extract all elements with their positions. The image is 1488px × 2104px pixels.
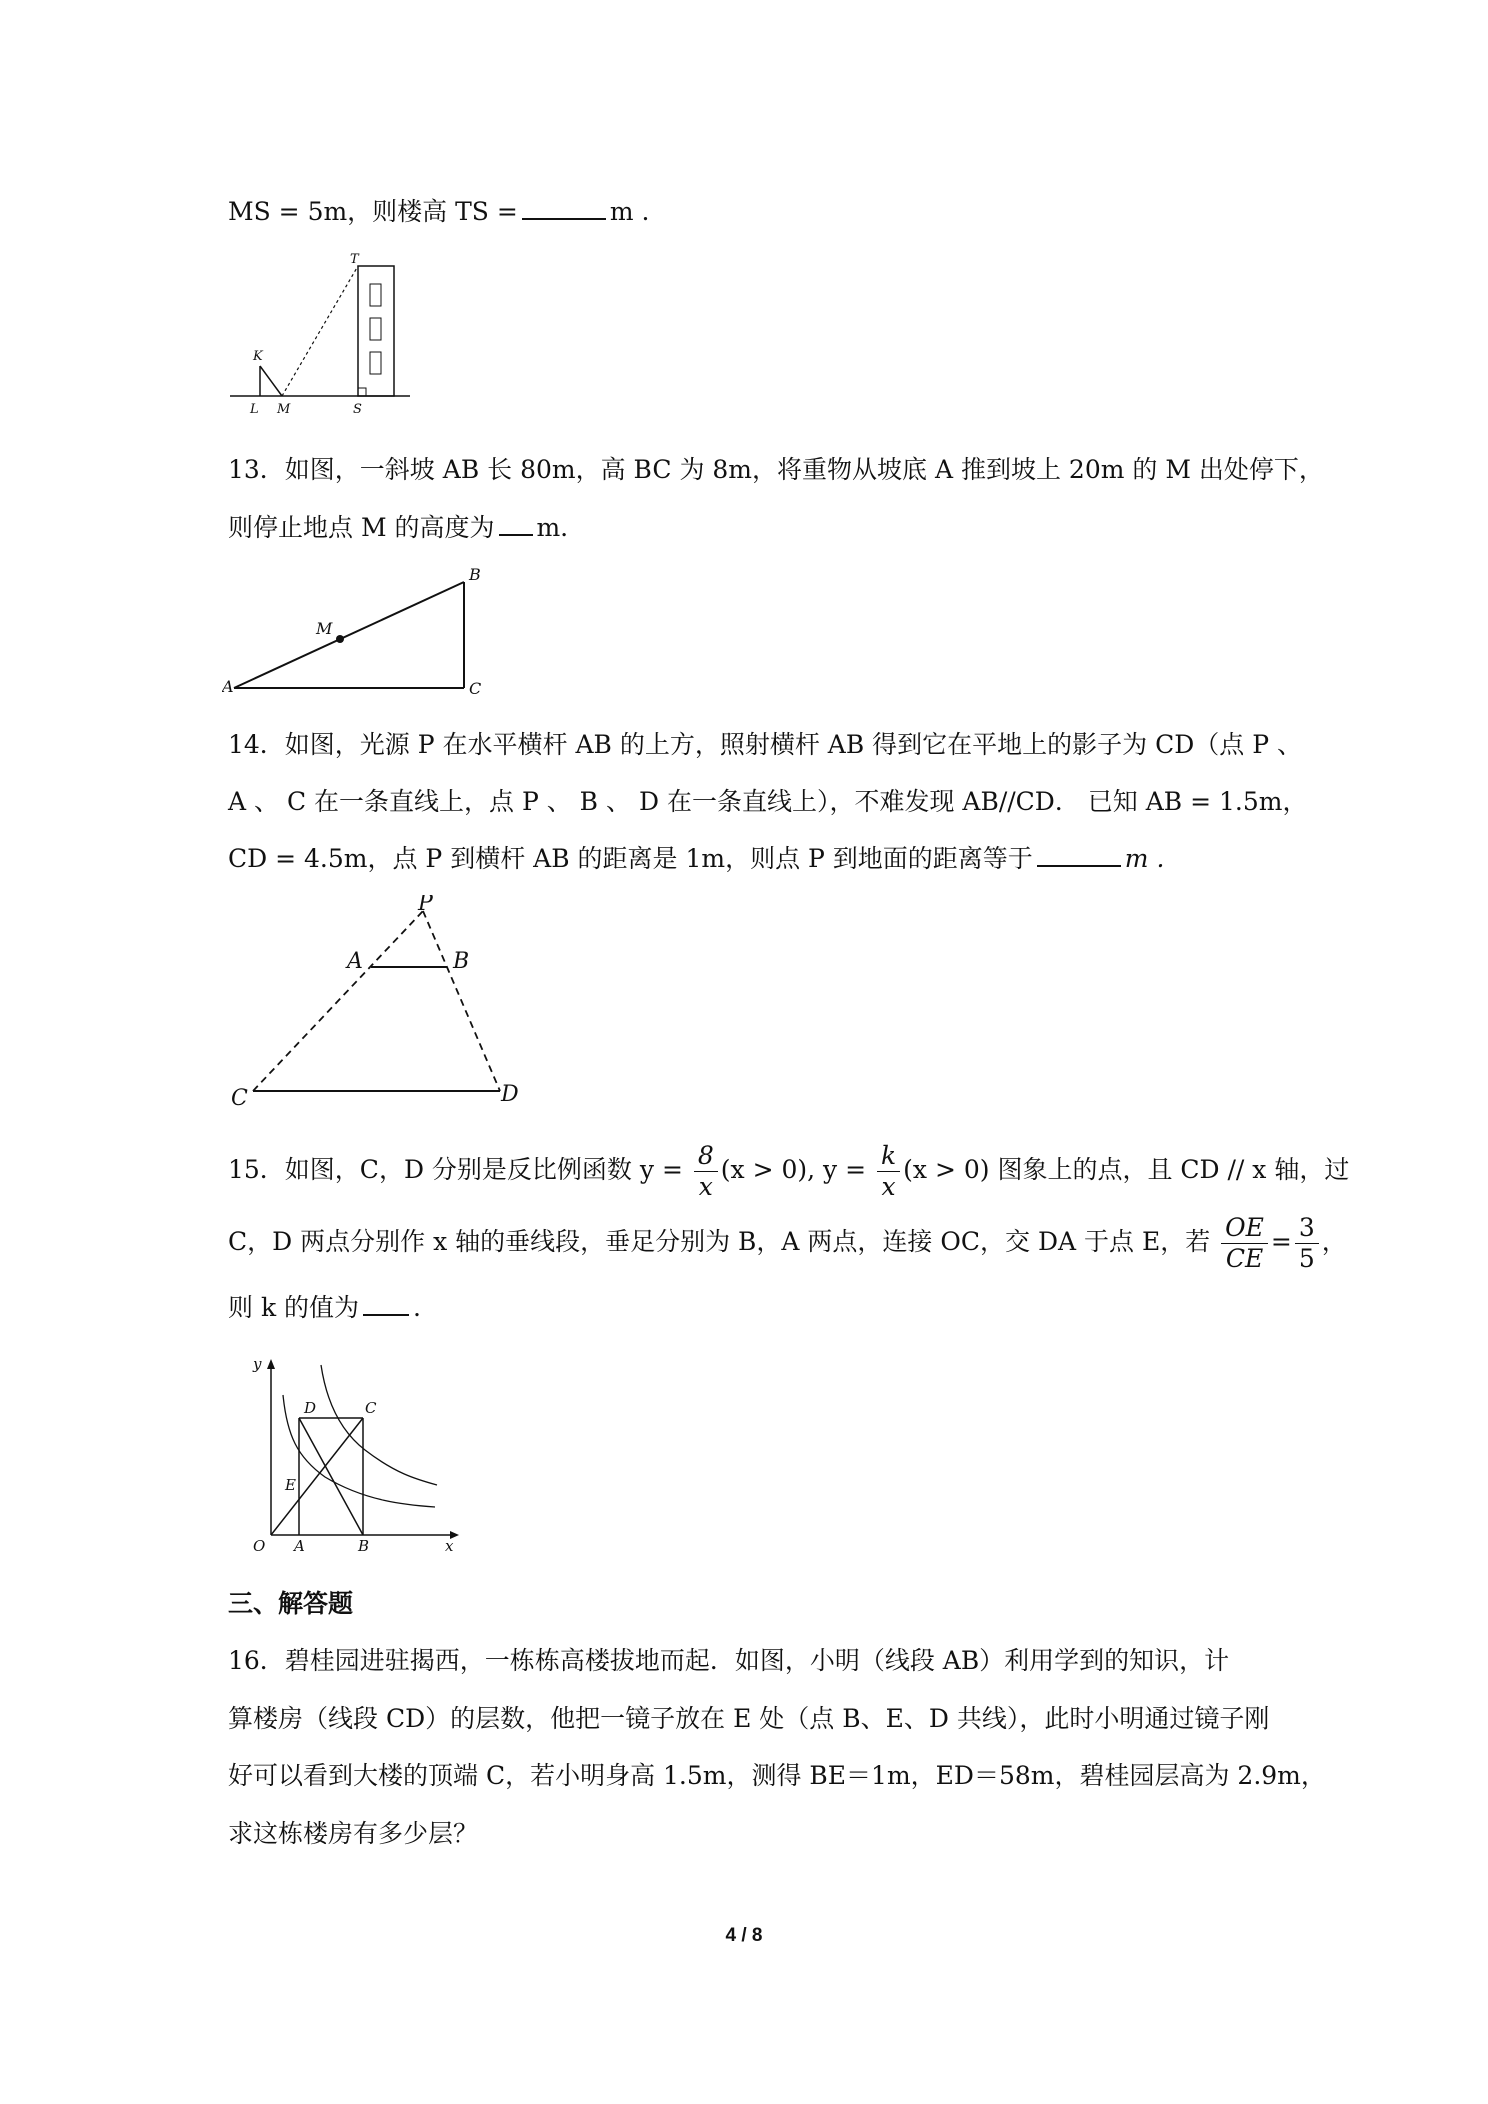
label-B: B <box>358 1537 370 1555</box>
label-B: B <box>469 565 481 584</box>
fraction-3-over-5 <box>1295 1213 1319 1274</box>
q15-text: C，D 两点分别作 x 轴的垂线段，垂足分别为 B，A 两点，连接 OC，交 DA 于点 E，若 <box>228 1227 1211 1256</box>
label-C: C <box>365 1399 377 1417</box>
q15-line1 <box>228 1140 1349 1202</box>
q12-line <box>228 194 649 230</box>
label-E: E <box>285 1476 296 1494</box>
q12-unit: m . <box>609 197 650 226</box>
figure-12 <box>220 250 420 430</box>
label-S: S <box>353 402 362 417</box>
label-M: M <box>316 619 333 638</box>
q15-period: . <box>413 1293 421 1322</box>
q15-cond: (x > 0), y = <box>720 1155 867 1184</box>
answer-blank <box>363 1292 409 1316</box>
label-O: O <box>253 1537 266 1555</box>
label-P: P <box>418 895 433 916</box>
label-K: K <box>253 349 263 364</box>
label-B: B <box>453 949 470 974</box>
q16-line2: 算楼房（线段 CD）的层数，他把一镜子放在 E 处（点 B、E、D 共线），此时小明通过镜子刚 <box>228 1704 1270 1733</box>
q15-line2 <box>228 1212 1347 1274</box>
label-y: y <box>253 1355 262 1373</box>
answer-blank <box>1037 843 1121 867</box>
figure-15 <box>225 1355 475 1565</box>
q14-line2: A 、 C 在一条直线上，点 P 、 B 、 D 在一条直线上），不难发现 AB//CD． 已知 AB = 1.5m， <box>228 787 1308 816</box>
label-A: A <box>294 1537 305 1555</box>
frac-den: 5 <box>1298 1244 1315 1273</box>
q16-line1: 16．碧桂园进驻揭西，一栋栋高楼拔地而起．如图，小明（线段 AB）利用学到的知识，计 <box>228 1646 1230 1675</box>
section-title: 三、解答题 <box>228 1589 354 1618</box>
q16-line3: 好可以看到大楼的顶端 C，若小明身高 1.5m，测得 BE＝1m，ED＝58m，碧桂园层高为 2.9m， <box>228 1761 1326 1790</box>
q13-line1: 13．如图，一斜坡 AB 长 80m，高 BC 为 8m，将重物从坡底 A 推到坡上 20m 的 M 出处停下， <box>228 455 1324 484</box>
label-C: C <box>231 1086 248 1111</box>
fraction-OE-over-CE <box>1221 1213 1268 1274</box>
fraction-k-over-x <box>877 1141 900 1202</box>
label-D: D <box>304 1399 317 1417</box>
frac-num: k <box>877 1141 900 1172</box>
q15-text-post: (x > 0) 图象上的点，且 CD // x 轴，过 <box>903 1155 1350 1184</box>
frac-den: CE <box>1225 1244 1264 1273</box>
figure-14 <box>225 895 535 1115</box>
q14-unit: m . <box>1124 844 1165 873</box>
q14-text: CD = 4.5m，点 P 到横杆 AB 的距离是 1m，则点 P 到地面的距离等于 <box>228 844 1033 873</box>
q13-line2 <box>228 510 585 546</box>
label-A: A <box>222 677 234 696</box>
frac-num: 8 <box>694 1141 718 1172</box>
q14-line3 <box>228 841 1164 877</box>
q12-text: MS = 5m，则楼高 TS = <box>228 197 518 226</box>
label-M: M <box>277 402 291 417</box>
frac-num: OE <box>1221 1213 1268 1244</box>
fraction-8-over-x <box>694 1141 718 1202</box>
q15-text: 则 k 的值为 <box>228 1293 360 1322</box>
frac-num: 3 <box>1295 1213 1319 1244</box>
q13-unit: m． <box>536 513 586 542</box>
equals-sign: = <box>1270 1227 1292 1256</box>
answer-blank <box>499 512 533 536</box>
q15-text: 15．如图，C，D 分别是反比例函数 y = <box>228 1155 683 1184</box>
label-T: T <box>350 252 359 267</box>
q15-comma: ， <box>1321 1227 1347 1256</box>
page-number: 4 / 8 <box>725 1925 763 1946</box>
answer-blank <box>522 196 606 220</box>
q16-line4: 求这栋楼房有多少层？ <box>228 1819 479 1848</box>
label-D: D <box>501 1082 519 1107</box>
frac-den: x <box>881 1172 896 1201</box>
label-A: A <box>347 949 363 974</box>
label-C: C <box>469 679 482 698</box>
figure-13 <box>222 560 492 700</box>
label-x: x <box>445 1537 454 1555</box>
frac-den: x <box>698 1172 713 1201</box>
q15-line3 <box>228 1290 421 1326</box>
q13-text: 则停止地点 M 的高度为 <box>228 513 495 542</box>
q14-line1: 14．如图，光源 P 在水平横杆 AB 的上方，照射横杆 AB 得到它在平地上的影子为 CD（点 P 、 <box>228 730 1303 759</box>
label-L: L <box>250 402 259 417</box>
